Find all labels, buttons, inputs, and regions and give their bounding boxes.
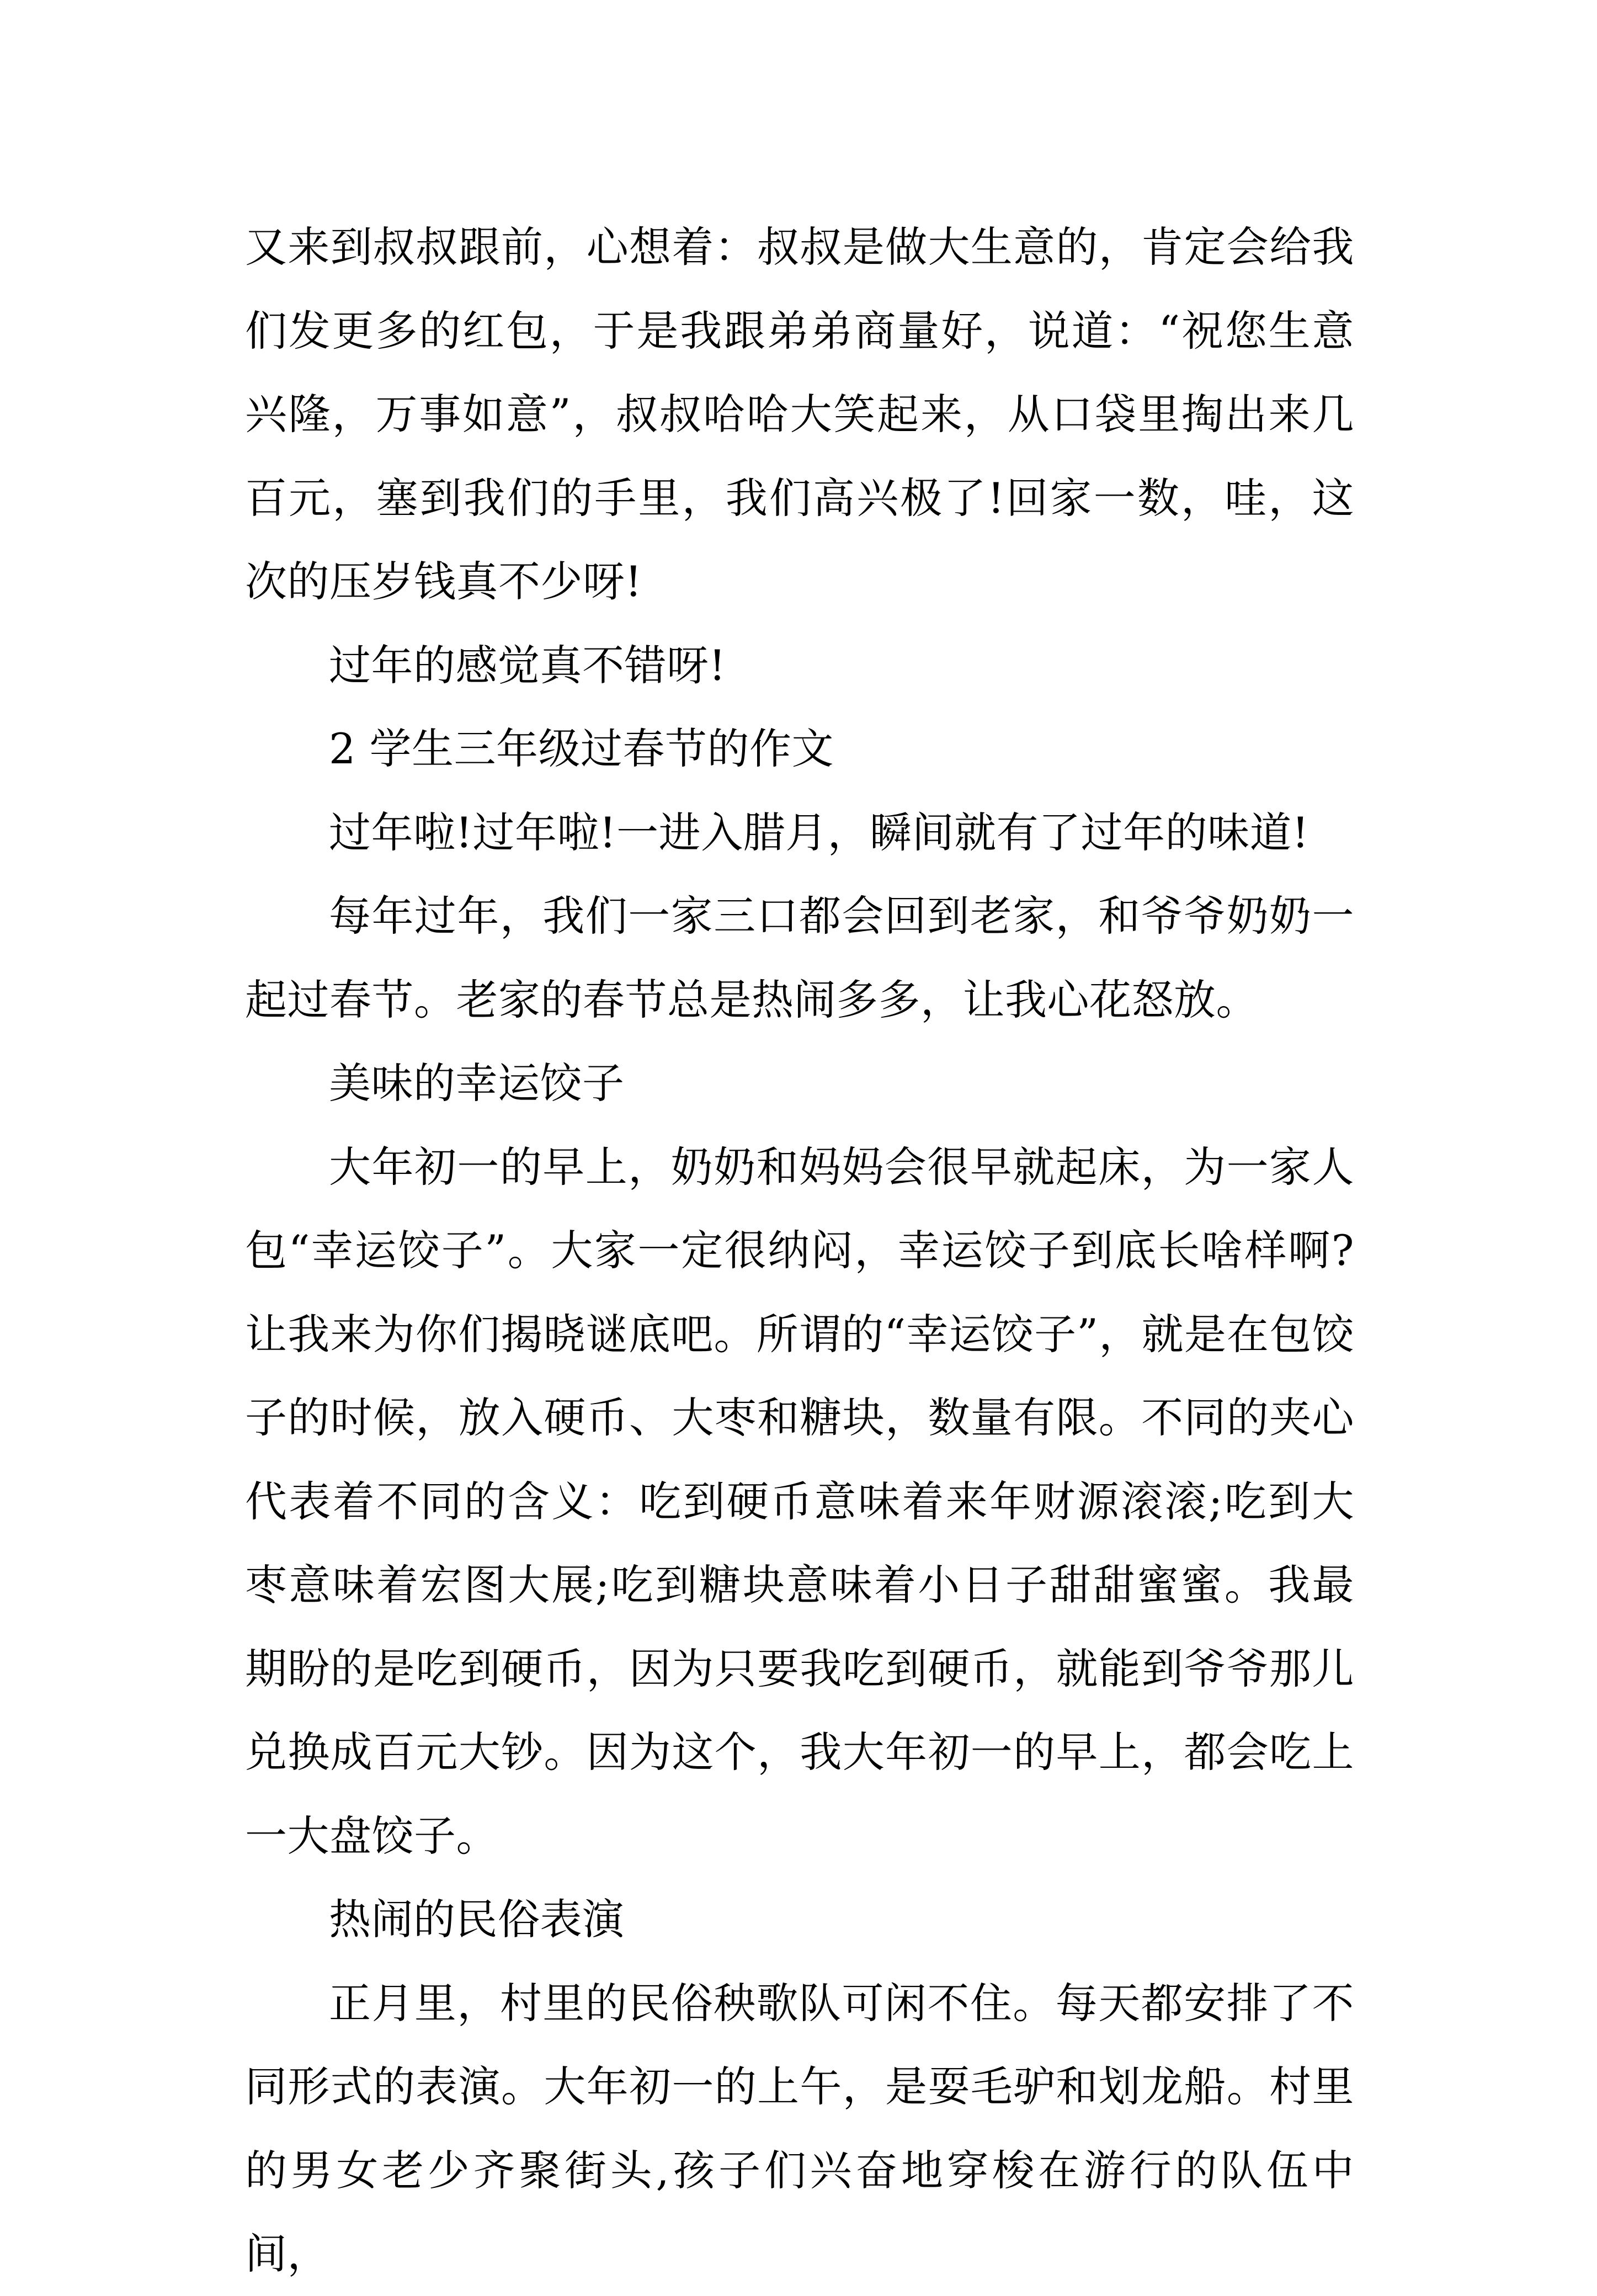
paragraph: 过年啦!过年啦!一进入腊月，瞬间就有了过年的味道! [329,807,1309,857]
paragraph: 大年初一的早上，奶奶和妈妈会很早就起床，为一家人包“幸运饺子”。大家一定很纳闷，幸运饺子到底长啥样啊?让我来为你们揭晓谜底吧。所谓的“幸运饺子”，就是在包饺子的时候，放入硬币、大枣和糖块，数量有限。不同的夹心代表着不同的含义：吃到硬币意味着来年财源滚滚;吃到大枣意味着宏图大展;吃到糖块意味着小日子甜甜蜜蜜。我最期盼的是吃到硬币，因为只要我吃到硬币，就能到爷爷那儿兑换成百元大钞。因为这个，我大年初一的早上，都会吃上一大盘饺子。 [245,1142,1354,1861]
paragraph: 正月里，村里的民俗秧歌队可闲不住。每天都安排了不同形式的表演。大年初一的上午，是耍毛驴和划龙船。村里的男女老少齐聚街头,孩子们兴奋地穿梭在游行的队伍中间， [245,1978,1354,2278]
subheading: 热闹的民俗表演 [329,1895,625,1944]
paragraph: 又来到叔叔跟前，心想着：叔叔是做大生意的，肯定会给我们发更多的红包，于是我跟弟弟商量好，说道：“祝您生意兴隆，万事如意”，叔叔哈哈大笑起来，从口袋里掏出来几百元，塞到我们的手里，我们高兴极了!回家一数，哇，这次的压岁钱真不少呀! [245,222,1354,606]
section-heading: 2 学生三年级过春节的作文 [329,724,834,773]
paragraph: 每年过年，我们一家三口都会回到老家，和爷爷奶奶一起过春节。老家的春节总是热闹多多，让我心花怒放。 [245,891,1354,1024]
document-body [245,205,1354,2296]
paragraph: 过年的感觉真不错呀! [329,640,726,690]
subheading: 美味的幸运饺子 [329,1059,625,1108]
